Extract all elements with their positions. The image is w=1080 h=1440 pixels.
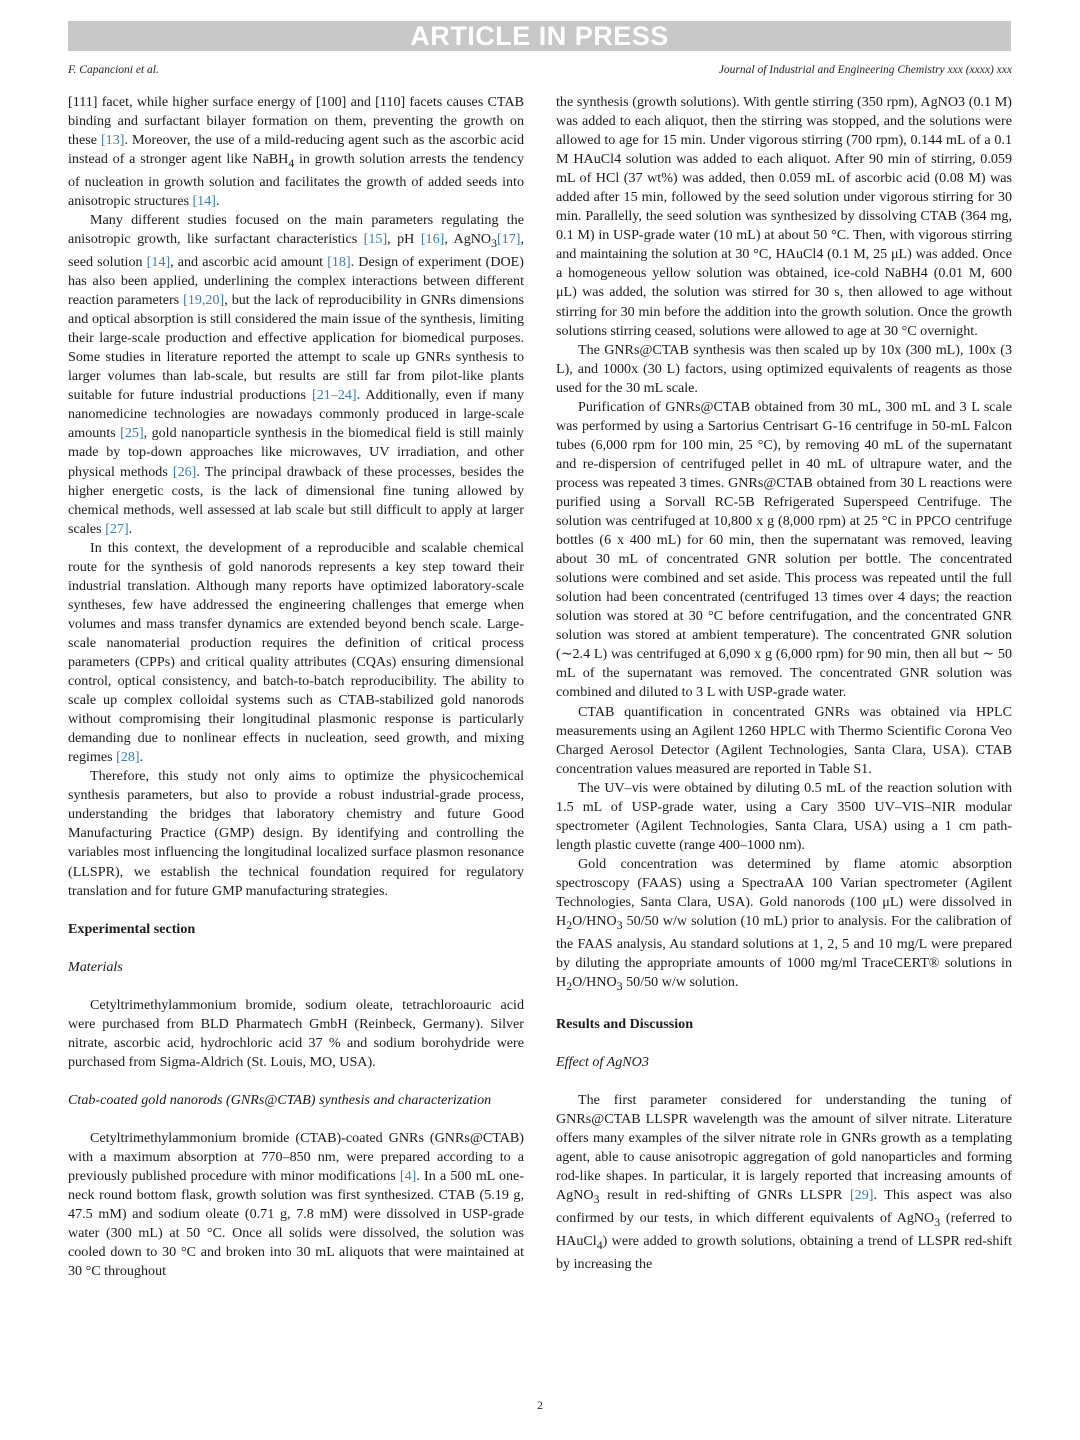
citation-link[interactable]: [25] xyxy=(120,425,144,442)
citation-link[interactable]: [26] xyxy=(172,463,197,480)
paragraph: The first parameter considered for understanding the tuning of GNRs@CTAB LLSPR wavelength was the amount of silver nitrate. Literature offers many examples of the silver nitrate role in GNRs growth as a templating agent, able to cause anisotropic aggregation of gold nanoparticles and forming rod-like shapes. In particular, it is largely reported that increasing amounts of AgNO$_3$ result in red-shifting of GNRs LLSPR [29]. This aspect was also confirmed by our tests, in which different equivalents of AgNO$_3$ (referred to HAuCl$_4$) were added to growth solutions, obtaining a trend of LLSPR red-shift by increasing the xyxy=(556,1091,1012,1272)
citation-link[interactable]: [4] xyxy=(399,1168,417,1185)
paragraph: Many different studies focused on the main parameters regulating the anisotropic growth, like surfactant characteristics [15], pH [16], AgNO$_3$[17], seed solution [14], and ascorbic acid amount [18]. Design of experiment (DOE) has also been applied, underlining the complex interactions between different reaction parameters [19,20], but the lack of reproducibility in GNRs dimensions and optical absorption is still considered the main issue of the synthesis, limiting their large-scale production and effective application for biomedical purposes. Some studies in literature reported the attempt to scale up GNRs synthesis to larger volumes than lab-scale, but results are still far from pilot-like plants suitable for future industrial productions [21–24]. Additionally, even if many nanomedicine technologies are nowadays commonly produced in large-scale amounts [25], gold nanoparticle synthesis in the biomedical field is still mainly made by top-down approaches like microwaves, UV irradiation, and other physical methods [26]. The principal drawback of these processes, besides the higher energetic costs, is the lack of dimensional fine tuning allowed by chemical methods, well assessed at lab scale but still difficult to apply at larger scales [27]. xyxy=(68,212,524,537)
citation-link[interactable]: [17] xyxy=(496,231,521,248)
citation-link[interactable]: [16] xyxy=(420,231,445,248)
paragraph: Cetyltrimethylammonium bromide (CTAB)-coated GNRs (GNRs@CTAB) with a maximum absorption at 770–850 nm, were prepared according to a previously published procedure with minor modifications [4]. In a 500 mL one-neck round bottom flask, growth solution was first synthesized. CTAB (5.19 g, 47.5 mM) and sodium oleate (0.71 g, 7.8 mM) were dissolved in USP-grade water (300 mL) at 50 °C. Once all solids were dissolved, the solution was cooled down to 30 °C and broken into 30 mL aliquots that were maintained at 30 °C throughout xyxy=(68,1129,524,1280)
page-number: 2 xyxy=(537,1400,543,1412)
left-column xyxy=(68,93,524,1418)
paragraph: [111] facet, while higher surface energy of [100] and [110] facets causes CTAB binding and surfactant bilayer formation on them, preventing the growth on these [13]. Moreover, the use of a mild-reducing agent such as the ascorbic acid instead of a stronger agent like NaBH$_4$ in growth solution arrests the tendency of nucleation in growth solution and facilitates the growth of added seeds into anisotropic structures [14]. xyxy=(68,94,524,210)
paragraph: CTAB quantification in concentrated GNRs was obtained via HPLC measurements using an Agilent 1260 HPLC with Thermo Scientific Corona Veo Charged Aerosol Detector (Agilent Technologies, Santa Clara, USA). CTAB concentration values measured are reported in Table S1. xyxy=(556,703,1012,777)
citation-link[interactable]: [28] xyxy=(116,749,140,766)
citation-link[interactable]: [15] xyxy=(363,231,388,248)
article-in-press-banner: ARTICLE IN PRESS xyxy=(68,21,1011,51)
citation-link[interactable]: [21–24] xyxy=(312,387,357,404)
paragraph: The UV–vis were obtained by diluting 0.5 mL of the reaction solution with 1.5 mL of USP-grade water, using a Cary 3500 UV–VIS–NIR modular spectrometer (Agilent Technologies, Santa Clara, USA) using a 1 cm path-length plastic cuvette (range 400–1000 nm). xyxy=(556,779,1012,853)
running-head-authors: F. Capancioni et al. xyxy=(68,64,159,76)
section-heading-results: Results and Discussion xyxy=(556,1015,694,1032)
subsection-heading-materials: Materials xyxy=(68,958,123,975)
citation-link[interactable]: [19,20] xyxy=(183,292,225,309)
paragraph: Cetyltrimethylammonium bromide, sodium oleate, tetrachloroauric acid were purchased from BLD Pharmatech GmbH (Reinbeck, Germany). Silver nitrate, ascorbic acid, hydrochloric acid 37 % and sodium borohydride were purchased from Sigma-Aldrich (St. Louis, MO, USA). xyxy=(68,996,524,1070)
paragraph: The GNRs@CTAB synthesis was then scaled up by 10x (300 mL), 100x (3 L), and 1000x (30 L) factors, using optimized equivalents of reagents as those used for the 30 mL scale. xyxy=(556,341,1012,396)
paragraph: In this context, the development of a reproducible and scalable chemical route for the synthesis of gold nanorods represents a key step toward their industrial translation. Although many reports have optimized laboratory-scale syntheses, few have addressed the engineering challenges that emerge when volumes and mass transfer dynamics are extended beyond bench scale. Large-scale nanomaterial production requires the definition of critical process parameters (CPPs) and critical quality attributes (CQAs) ensuring dimensional control, optical consistency, and batch-to-batch reproducibility. The ability to scale up complex colloidal systems such as CTAB-stabilized gold nanorods without compromising their longitudinal plasmonic response is particularly demanding due to nonlinear effects in nucleation, seed growth, and mixing regimes [28]. xyxy=(68,539,524,766)
citation-link[interactable]: [27] xyxy=(105,520,129,537)
paragraph: Gold concentration was determined by flame atomic absorption spectroscopy (FAAS) using a SpectraAA 100 Varian spectrometer (Agilent Technologies, Santa Clara, USA). Gold nanorods (100 μL) were dissolved in $H_2O/HNO_3$ 50/50 w/w solution (10 mL) prior to analysis. For the calibration of the FAAS analysis, Au standard solutions at 1, 2, 5 and 10 mg/L were prepared by diluting the appropriate amounts of 1000 mg/ml TraceCERT® solutions in $H_2O/HNO_3$ 50/50 w/w solution. xyxy=(556,855,1012,993)
citation-link[interactable]: [13] xyxy=(100,132,125,149)
paragraph: the synthesis (growth solutions). With gentle stirring (350 rpm), AgNO3 (0.1 M) was added to each aliquot, then the stirring was stopped, and the solutions were allowed to age for 15 min. Under vigorous stirring (700 rpm), 0.144 mL of a 0.1 M HAuCl4 solution was added to each aliquot. After 90 min of stirring, 0.059 mL of HCl (37 wt%) was added, then 0.059 mL of ascorbic acid (0.08 M) was added after 15 min, followed by the seed solution under vigorous stirring for 30 min. Parallelly, the seed solution was synthesized by dissolving CTAB (364 mg, 0.1 M) in USP-grade water (10 mL) at about 50 °C. Then, with vigorous stirring and maintaining the solution at 30 °C, HAuCl4 (0.1 M, 25 μL) was added. Once a homogeneous yellow solution was obtained, ice-cold NaBH4 (0.01 M, 600 μL) was added, the solution was stirred for 30 s, then allowed to age without stirring for 30 min before the addition into the growth solution. Once the growth solutions stirring ceased, solutions were allowed to age at 30 °C overnight. xyxy=(556,94,1012,339)
section-heading-experimental: Experimental section xyxy=(68,920,196,937)
citation-link[interactable]: [18] xyxy=(327,254,351,270)
citation-link[interactable]: [29] xyxy=(849,1187,874,1204)
citation-link[interactable]: [14] xyxy=(192,193,216,210)
paragraph: Therefore, this study not only aims to optimize the physicochemical synthesis parameters, but also to provide a robust industrial-grade process, understanding the bridges that laboratory chemistry and future Good Manufacturing Practice (GMP) design. By identifying and controlling the variables most influencing the longitudinal localized surface plasmon resonance (LLSPR), we establish the technical foundation required for regulatory translation and for future GMP manufacturing strategies. xyxy=(68,768,524,899)
subsection-heading-synthesis: Ctab-coated gold nanorods (GNRs@CTAB) synthesis and characterization xyxy=(68,1091,492,1108)
paragraph: Purification of GNRs@CTAB obtained from 30 mL, 300 mL and 3 L scale was performed by using a Sartorius Centrisart G-16 centrifuge in 50-mL Falcon tubes (6,000 rpm for 100 min, 25 °C), by removing 40 mL of the supernatant and re-dispersion of centrifuged pellet in 40 mL of ultrapure water, and the process was repeated 3 times. GNRs@CTAB obtained from 30 L reactions were purified using a Sorvall RC-5B Refrigerated Superspeed Centrifuge. The solution was centrifuged at 10,800 x g (8,000 rpm) at 25 °C in PPCO centrifuge bottles (6 x 400 mL) for 60 min, then the supernatant was removed, leaving about 30 mL of concentrated GNR solution per bottle. The concentrated solutions were combined and set aside. This process was repeated until the full solution had been concentrated (centrifuged 13 times over 4 days; the reaction solution was stored at 30 °C before centrifugation, and the concentrated GNR solution was stored at ambient temperature). The concentrated GNR solution (∼2.4 L) was centrifuged at 6,090 x g (6,000 rpm) for 90 min, then all but ∼ 50 mL of the supernatant was removed. The concentrated GNR solution was combined and diluted to 3 L with USP-grade water. xyxy=(556,398,1012,701)
citation-link[interactable]: [14] xyxy=(146,254,171,270)
right-column xyxy=(556,93,1012,1418)
subsection-heading-agno3: Effect of AgNO3 xyxy=(556,1053,649,1070)
running-head-journal: Journal of Industrial and Engineering Chemistry xxx (xxxx) xxx xyxy=(718,64,1012,76)
